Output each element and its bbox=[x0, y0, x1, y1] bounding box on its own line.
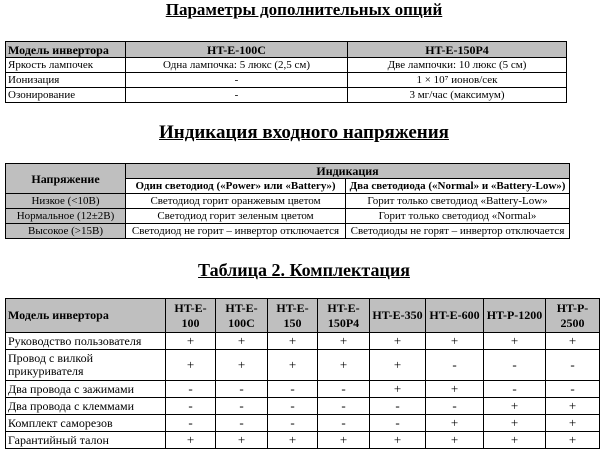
t3-mark: - bbox=[268, 381, 318, 398]
t3-mark: + bbox=[426, 415, 484, 432]
t3-row-label: Провод с вилкой прикуривателя bbox=[6, 350, 166, 381]
t2-cell: Светодиод горит зеленым цветом bbox=[126, 209, 346, 224]
t1-row-label: Яркость лампочек bbox=[6, 58, 126, 73]
t3-model-header: HT-P-1200 bbox=[484, 299, 546, 333]
t3-mark: - bbox=[546, 350, 600, 381]
t1-cell: 1 × 10⁷ ионов/сек bbox=[348, 73, 567, 88]
t2-header-voltage: Напряжение bbox=[6, 164, 126, 194]
kit-table bbox=[5, 298, 600, 449]
t3-mark: + bbox=[216, 333, 268, 350]
t1-cell: Одна лампочка: 5 люкс (2,5 см) bbox=[126, 58, 348, 73]
t3-row-label: Комплект саморезов bbox=[6, 415, 166, 432]
t1-header-100c: HT-E-100C bbox=[126, 42, 348, 58]
t3-mark: - bbox=[546, 381, 600, 398]
t3-mark: - bbox=[216, 381, 268, 398]
t3-mark: - bbox=[426, 350, 484, 381]
t1-row-label: Озонирование bbox=[6, 88, 126, 103]
t3-model-header: HT-E-350 bbox=[370, 299, 426, 333]
t3-mark: - bbox=[318, 398, 370, 415]
t3-mark: - bbox=[166, 398, 216, 415]
t1-header-model: Модель инвертора bbox=[6, 42, 126, 58]
t3-mark: - bbox=[166, 381, 216, 398]
voltage-title: Индикация входного напряжения bbox=[159, 122, 449, 143]
t3-mark: - bbox=[268, 398, 318, 415]
t3-mark: + bbox=[546, 415, 600, 432]
t3-mark: + bbox=[484, 333, 546, 350]
t1-cell: - bbox=[126, 88, 348, 103]
t3-mark: + bbox=[484, 432, 546, 449]
t3-mark: + bbox=[546, 398, 600, 415]
t3-mark: + bbox=[426, 432, 484, 449]
t2-row-label: Низкое (<10В) bbox=[6, 194, 126, 209]
t3-mark: + bbox=[426, 333, 484, 350]
t3-mark: - bbox=[426, 398, 484, 415]
t3-header-model: Модель инвертора bbox=[6, 299, 166, 333]
t3-mark: - bbox=[216, 398, 268, 415]
t3-mark: + bbox=[318, 432, 370, 449]
t3-model-header: HT-E-150P4 bbox=[318, 299, 370, 333]
t3-mark: - bbox=[318, 415, 370, 432]
t2-cell: Горит только светодиод «Battery-Low» bbox=[346, 194, 570, 209]
t3-mark: + bbox=[166, 350, 216, 381]
options-title: Параметры дополнительных опций bbox=[165, 0, 443, 19]
t2-subheader-two-leds: Два светодиода («Normal» и «Battery-Low») bbox=[346, 179, 570, 194]
t3-row-label: Руководство пользователя bbox=[6, 333, 166, 350]
t3-mark: + bbox=[370, 381, 426, 398]
t1-row-label: Ионизация bbox=[6, 73, 126, 88]
t3-mark: + bbox=[166, 333, 216, 350]
t3-mark: + bbox=[216, 350, 268, 381]
voltage-table bbox=[5, 163, 570, 239]
t3-mark: + bbox=[426, 381, 484, 398]
t3-mark: + bbox=[318, 350, 370, 381]
t2-cell: Светодиод не горит – инвертор отключается bbox=[126, 224, 346, 239]
t3-mark: + bbox=[268, 350, 318, 381]
kit-title: Таблица 2. Комплектация bbox=[198, 260, 410, 280]
t3-mark: + bbox=[216, 432, 268, 449]
t3-model-header: HT-E-100 bbox=[166, 299, 216, 333]
t3-mark: + bbox=[268, 333, 318, 350]
t3-mark: + bbox=[484, 398, 546, 415]
t3-row-label: Два провода с зажимами bbox=[6, 381, 166, 398]
t2-cell: Светодиод горит оранжевым цветом bbox=[126, 194, 346, 209]
t2-cell: Светодиоды не горят – инвертор отключается bbox=[346, 224, 570, 239]
t3-mark: - bbox=[484, 350, 546, 381]
t3-mark: + bbox=[370, 333, 426, 350]
t3-mark: + bbox=[318, 333, 370, 350]
t1-cell: Две лампочки: 10 люкс (5 см) bbox=[348, 58, 567, 73]
t3-mark: + bbox=[484, 415, 546, 432]
t3-model-header: HT-E-100C bbox=[216, 299, 268, 333]
t3-row-label: Два провода с клеммами bbox=[6, 398, 166, 415]
t2-cell: Горит только светодиод «Normal» bbox=[346, 209, 570, 224]
t2-row-label: Нормальное (12±2В) bbox=[6, 209, 126, 224]
t3-mark: + bbox=[370, 350, 426, 381]
t3-mark: + bbox=[546, 432, 600, 449]
t3-model-header: HT-E-150 bbox=[268, 299, 318, 333]
t3-mark: - bbox=[370, 398, 426, 415]
t3-mark: - bbox=[484, 381, 546, 398]
t3-mark: - bbox=[166, 415, 216, 432]
t3-model-header: HT-E-600 bbox=[426, 299, 484, 333]
t3-model-header: HT-P-2500 bbox=[546, 299, 600, 333]
t3-mark: + bbox=[546, 333, 600, 350]
t2-header-indication: Индикация bbox=[126, 164, 570, 179]
t3-row-label: Гарантийный талон bbox=[6, 432, 166, 449]
t3-mark: - bbox=[216, 415, 268, 432]
t3-mark: - bbox=[370, 415, 426, 432]
options-table bbox=[5, 41, 567, 103]
t3-mark: + bbox=[268, 432, 318, 449]
t3-mark: + bbox=[370, 432, 426, 449]
t1-cell: - bbox=[126, 73, 348, 88]
t1-header-150p4: HT-E-150P4 bbox=[348, 42, 567, 58]
t3-mark: - bbox=[318, 381, 370, 398]
t2-row-label: Высокое (>15В) bbox=[6, 224, 126, 239]
t3-mark: + bbox=[166, 432, 216, 449]
t2-subheader-one-led: Один светодиод («Power» или «Battery») bbox=[126, 179, 346, 194]
t1-cell: 3 мг/час (максимум) bbox=[348, 88, 567, 103]
t3-mark: - bbox=[268, 415, 318, 432]
